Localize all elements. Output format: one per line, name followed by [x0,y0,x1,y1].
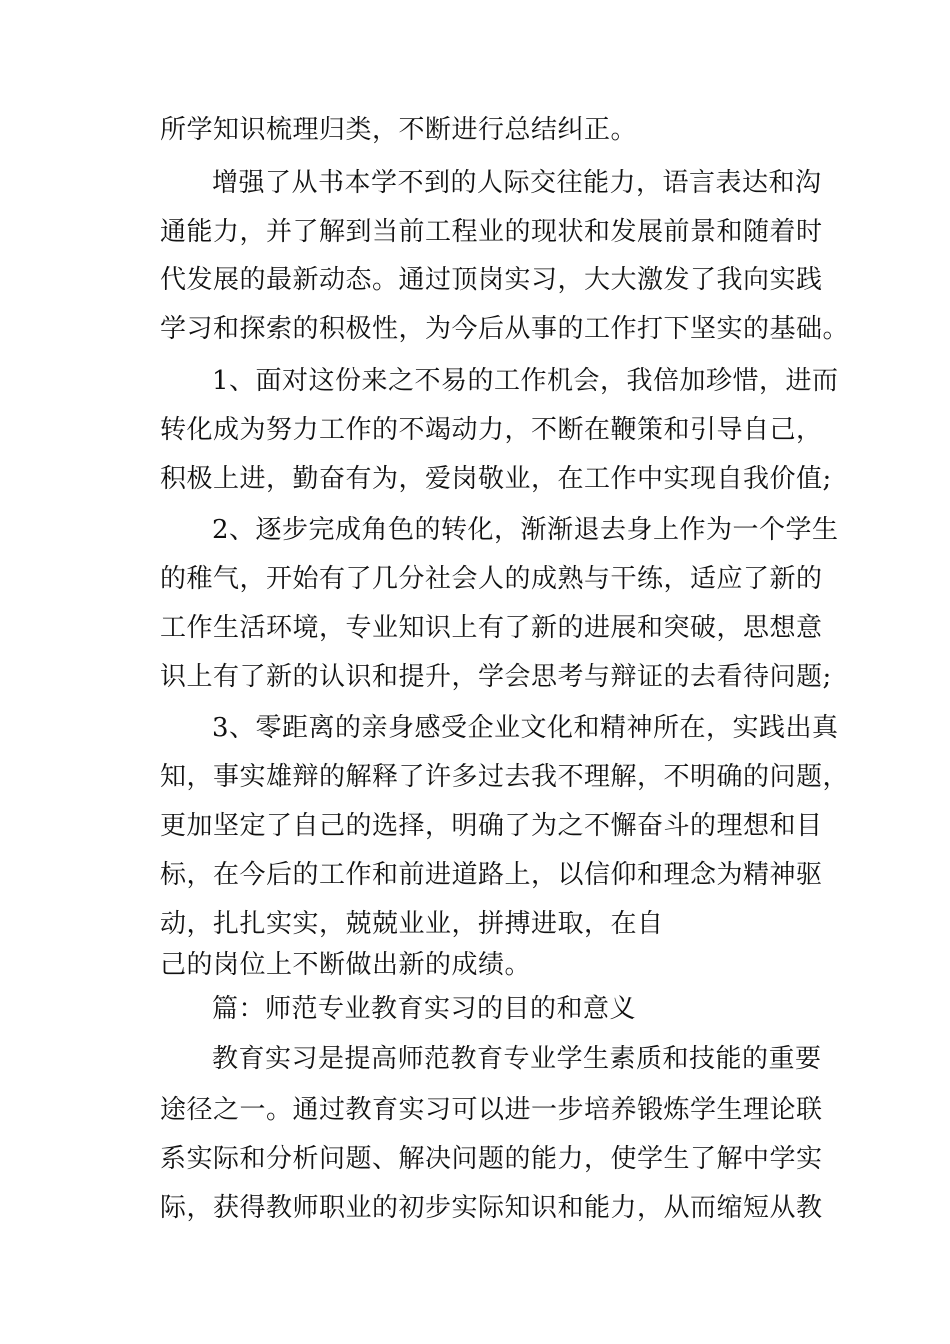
text-line: 转化成为努力工作的不竭动力，不断在鞭策和引导自己， [160,415,823,445]
text-line: 代发展的最新动态。通过顶岗实习，大大激发了我向实践 [160,265,823,295]
text-line: 所学知识梳理归类，不断进行总结纠正。 [160,115,638,145]
text-line: 更加坚定了自己的选择，明确了为之不懈奋斗的理想和目 [160,811,823,841]
text-line: 途径之一。通过教育实习可以进一步培养锻炼学生理论联 [160,1095,823,1125]
text-line: 际，获得教师职业的初步实际知识和能力，从而缩短从教 [160,1193,823,1223]
list-item-2-line: 2、逐步完成角色的转化，渐渐退去身上作为一个学生 [212,515,839,545]
list-item-1-line: 1、面对这份来之不易的工作机会，我倍加珍惜，进而 [212,366,839,396]
text-line: 积极上进，勤奋有为，爱岗敬业，在工作中实现自我价值; [160,464,832,494]
text-line: 识上有了新的认识和提升，学会思考与辩证的去看待问题; [160,662,832,692]
text-line: 知，事实雄辩的解释了许多过去我不理解，不明确的问题， [160,762,850,792]
paragraph-start-line: 教育实习是提高师范教育专业学生素质和技能的重要 [212,1044,822,1074]
text-line: 己的岗位上不断做出新的成绩。 [160,950,532,980]
text-line: 学习和探索的积极性，为今后从事的工作打下坚实的基础。 [160,314,850,344]
section-heading: 篇：师范专业教育实习的目的和意义 [212,994,637,1024]
text-line: 动，扎扎实实，兢兢业业，拼搏进取，在自 [160,909,664,939]
text-line: 标，在今后的工作和前进道路上，以信仰和理念为精神驱 [160,860,823,890]
paragraph-start-line: 增强了从书本学不到的人际交往能力，语言表达和沟 [212,168,822,198]
list-item-3-line: 3、零距离的亲身感受企业文化和精神所在，实践出真 [212,713,839,743]
text-line: 的稚气，开始有了几分社会人的成熟与干练，适应了新的 [160,564,823,594]
text-line: 系实际和分析问题、解决问题的能力，使学生了解中学实 [160,1144,823,1174]
text-line: 工作生活环境，专业知识上有了新的进展和突破，思想意 [160,613,823,643]
text-line: 通能力，并了解到当前工程业的现状和发展前景和随着时 [160,217,823,247]
